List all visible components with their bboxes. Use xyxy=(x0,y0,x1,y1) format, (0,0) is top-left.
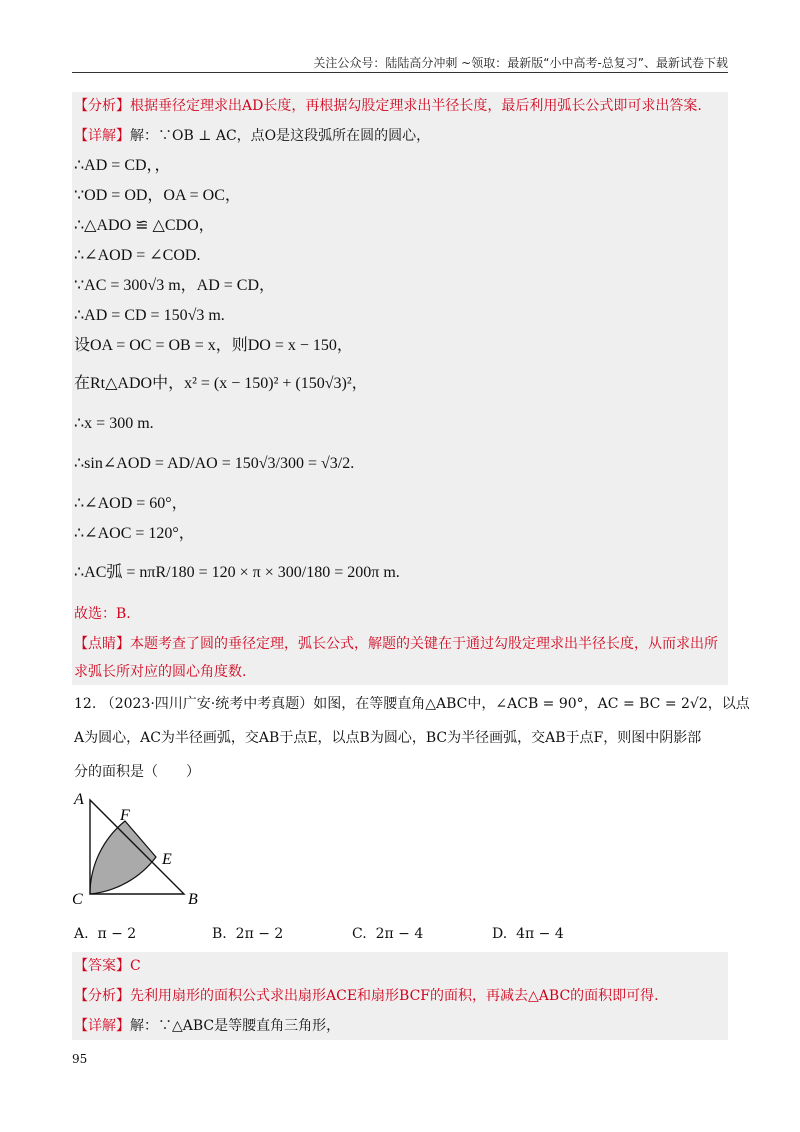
step-10: ∴sin∠AOD = AD/AO = 150√3/300 = √3/2. xyxy=(74,455,355,472)
option-c-value: 2π − 4 xyxy=(375,926,424,942)
step-12: ∴∠AOC = 120°， xyxy=(74,525,195,542)
option-d-value: 4π − 4 xyxy=(516,926,564,942)
option-d-key: D. xyxy=(492,926,508,942)
option-a-value: π − 2 xyxy=(97,926,137,942)
detail-label: 【详解】 xyxy=(74,128,130,144)
analysis-text: 根据垂径定理求出AD长度，再根据勾股定理求出半径长度，最后利用弧长公式即可求出答案. xyxy=(130,98,702,114)
triangle-figure xyxy=(70,786,210,910)
analysis2-text: 先利用扇形的面积公式求出扇形ACE和扇形BCF的面积，再减去△ABC的面积即可得. xyxy=(130,988,659,1004)
step-8: 在Rt△ADO中，x² = (x − 150)² + (150√3)²， xyxy=(74,375,368,392)
step-5: ∵AC = 300√3 m，AD = CD， xyxy=(74,277,276,294)
analysis2-label: 【分析】 xyxy=(74,988,130,1004)
option-b-key: B. xyxy=(212,926,227,942)
question-source: （2023·四川广安·统考中考真题） xyxy=(100,696,314,712)
step-13: ∴AC弧 = nπR/180 = 120 × π × 300/180 = 200π m. xyxy=(74,564,400,581)
option-b[interactable] xyxy=(212,926,283,942)
question-text-1: 如图，在等腰直角△ABC中，∠ACB = 90°，AC = BC = 2√2，以点 xyxy=(313,696,750,712)
question-number: 12. xyxy=(74,696,97,712)
question-line-3: 分的面积是（ ） xyxy=(74,764,200,780)
step-3: ∴△ADO ≌ △CDO， xyxy=(74,217,215,234)
answer-label: 【答案】 xyxy=(74,958,130,974)
analysis-label: 【分析】 xyxy=(74,98,130,114)
step-9: ∴x = 300 m. xyxy=(74,415,154,432)
step-7: 设OA = OC = OB = x，则DO = x − 150， xyxy=(74,337,353,354)
detail2-text: 解：∵△ABC是等腰直角三角形， xyxy=(130,1018,341,1034)
detail2-label: 【详解】 xyxy=(74,1018,130,1034)
choice-line: 故选：B. xyxy=(74,606,131,622)
option-c[interactable] xyxy=(352,926,423,942)
step-2: ∵OD = OD，OA = OC， xyxy=(74,187,241,204)
label-e: E xyxy=(162,851,172,868)
shaded-region xyxy=(90,821,156,894)
page-header: 关注公众号：陆陆高分冲刺 ~领取：最新版“小中高考-总复习”、最新试卷下载 xyxy=(313,56,728,70)
analysis-line xyxy=(74,96,702,116)
label-f: F xyxy=(120,807,130,824)
question-line-1 xyxy=(74,694,750,714)
detail-line xyxy=(74,126,430,146)
option-c-key: C. xyxy=(352,926,367,942)
comment-line-2: 求弧长所对应的圆心角度数. xyxy=(74,664,247,680)
page-number: 95 xyxy=(72,1052,88,1066)
step-11: ∴∠AOD = 60°， xyxy=(74,495,188,512)
comment-label: 【点睛】 xyxy=(74,636,130,652)
label-a: A xyxy=(74,791,84,808)
step-4: ∴∠AOD = ∠COD. xyxy=(74,247,201,264)
answer-line xyxy=(74,956,141,976)
detail-text: 解：∵OB ⊥ AC，点O是这段弧所在圆的圆心， xyxy=(130,128,431,144)
step-6: ∴AD = CD = 150√3 m. xyxy=(74,307,225,324)
header-rule xyxy=(72,72,728,73)
option-d[interactable] xyxy=(492,926,564,942)
step-1: ∴AD = CD，， xyxy=(74,157,171,174)
option-b-value: 2π − 2 xyxy=(235,926,284,942)
option-a-key: A. xyxy=(74,926,89,942)
comment-text-1: 本题考查了圆的垂径定理，弧长公式，解题的关键在于通过勾股定理求出半径长度，从而求出所 xyxy=(130,636,718,652)
question-line-2: A为圆心，AC为半径画弧，交AB于点E，以点B为圆心，BC为半径画弧，交AB于点F，则图中阴影部 xyxy=(74,730,702,746)
option-a[interactable] xyxy=(74,926,136,942)
label-c: C xyxy=(72,891,83,908)
detail2-line xyxy=(74,1016,340,1036)
analysis2-line xyxy=(74,986,659,1006)
answer-value: C xyxy=(130,958,141,974)
label-b: B xyxy=(188,891,198,908)
comment-line-1 xyxy=(74,634,718,654)
